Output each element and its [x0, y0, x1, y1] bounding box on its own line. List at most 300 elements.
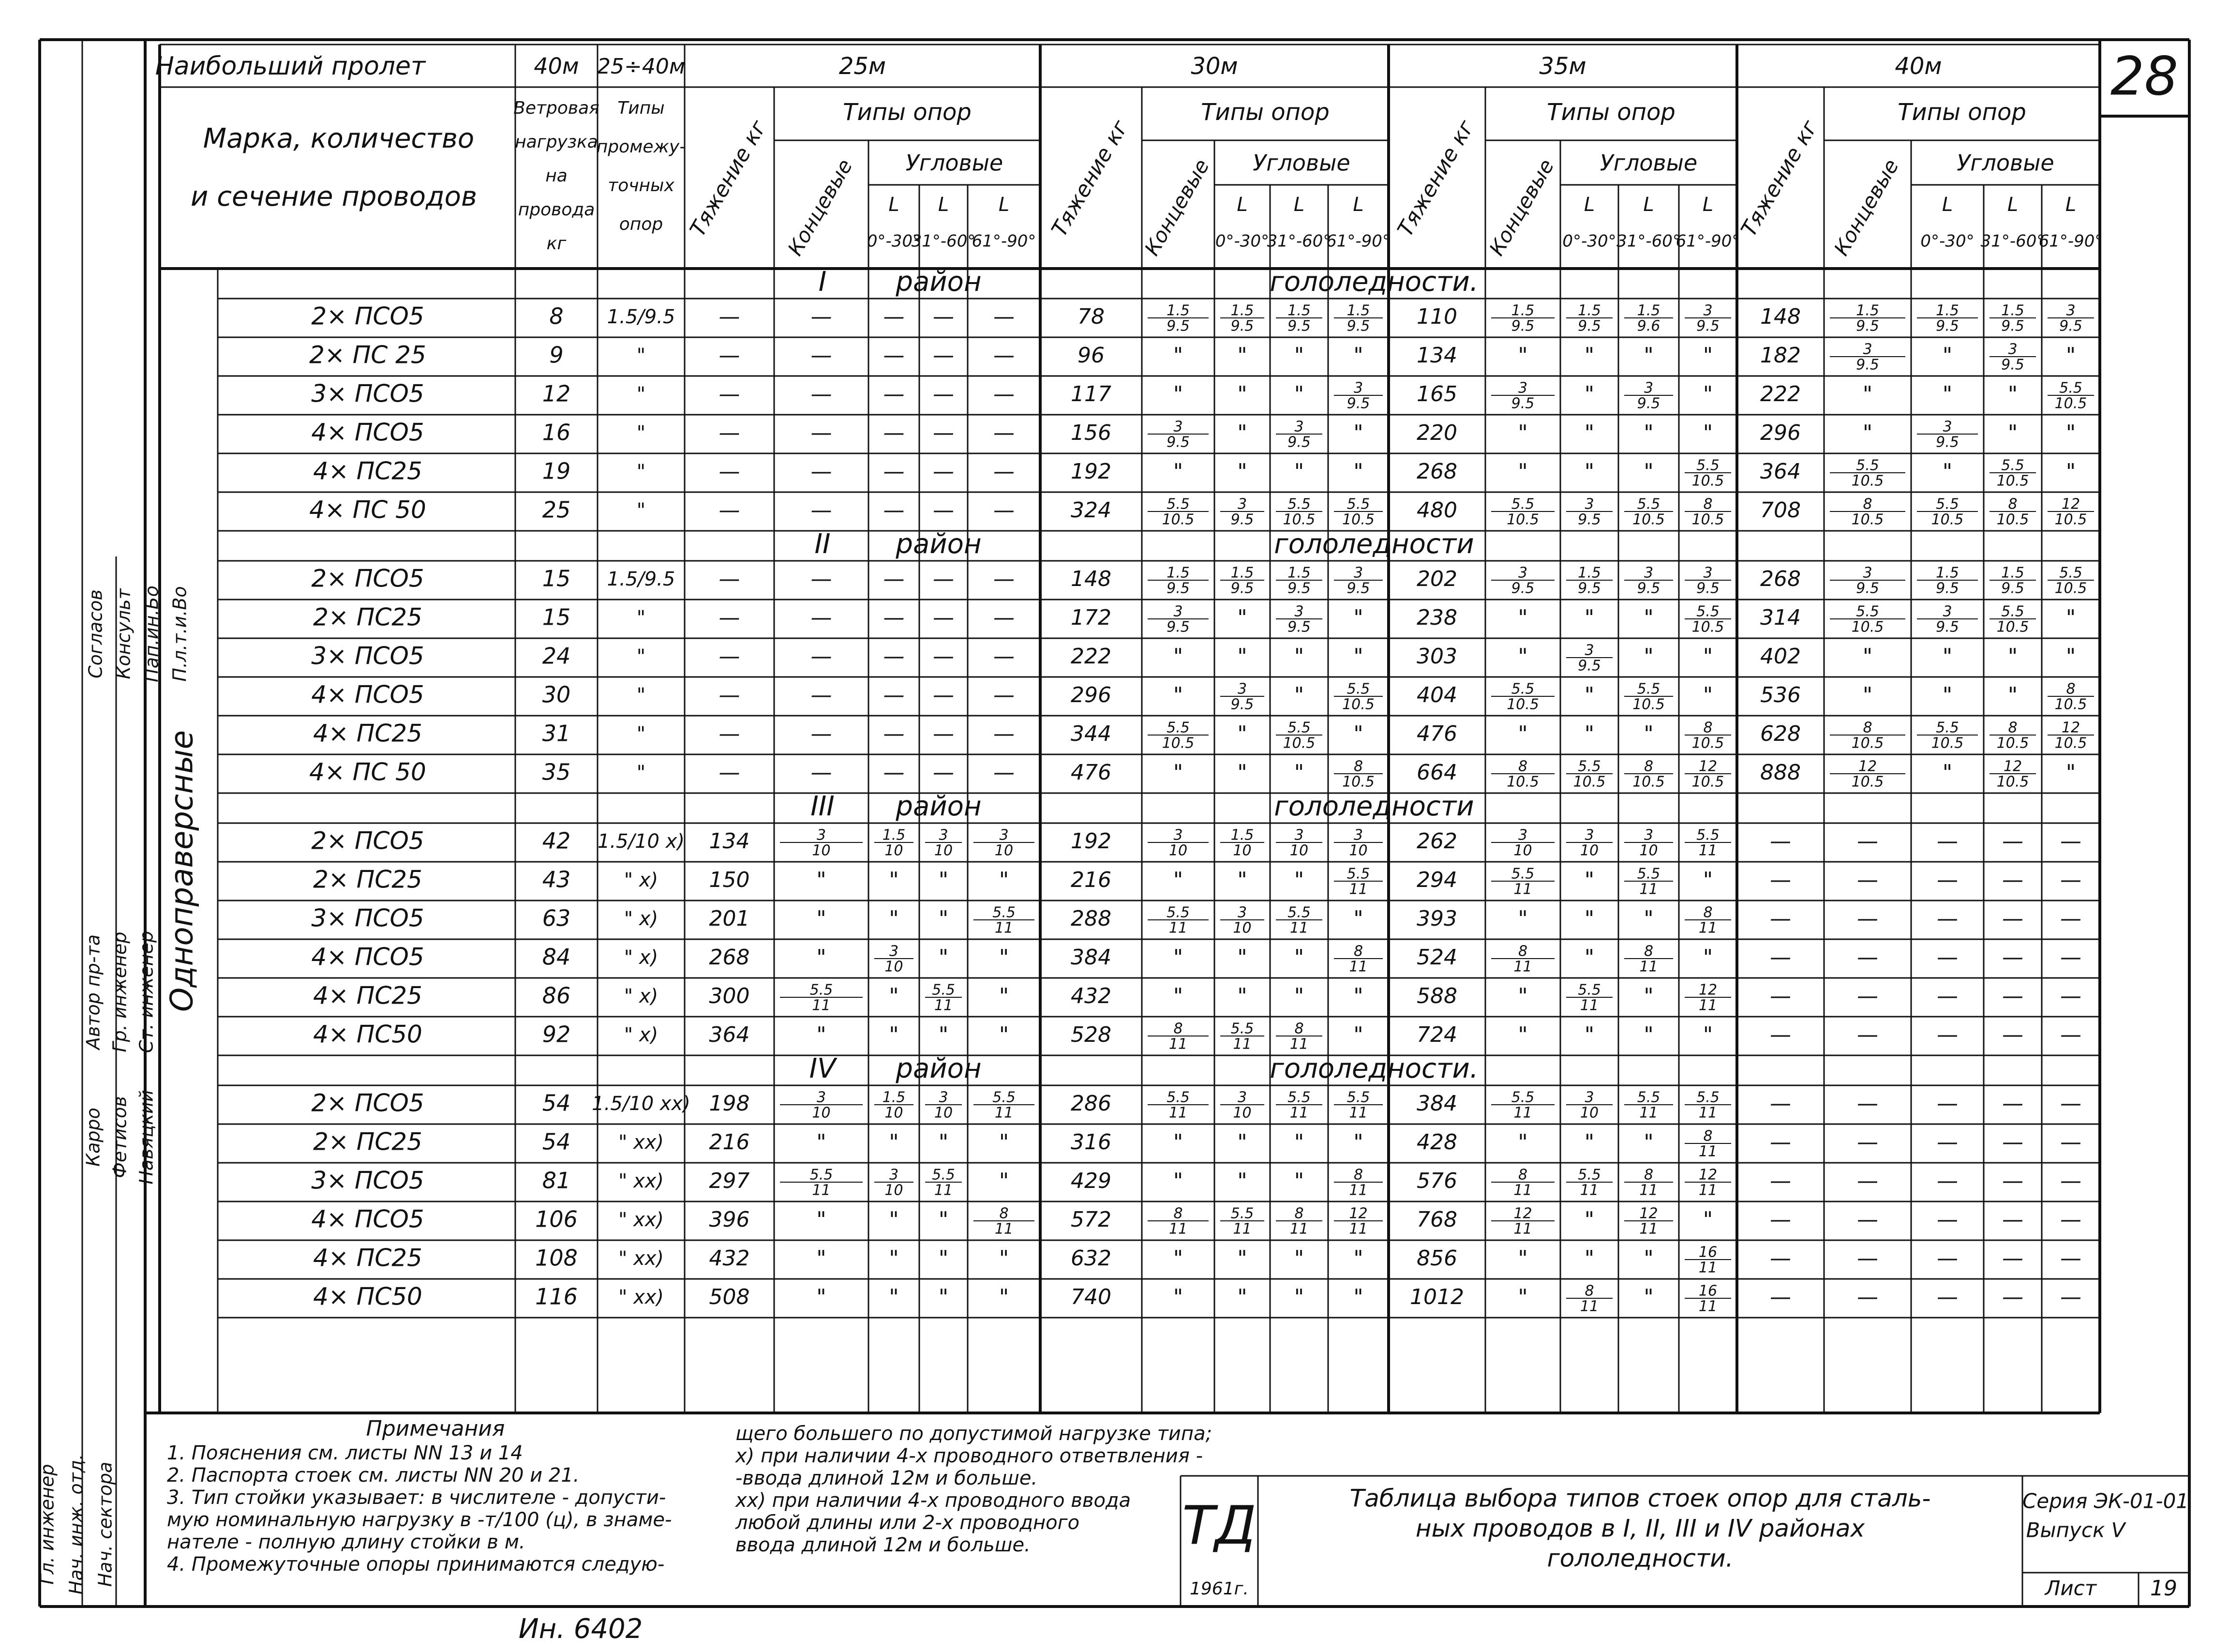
support-type-numerator: 1.5 — [1167, 564, 1190, 582]
intermediate-type: " x) — [624, 946, 658, 969]
support-type-value: — — [2060, 1169, 2081, 1193]
tension-value: 150 — [709, 868, 750, 892]
support-type-numerator: 5.5 — [1637, 865, 1661, 883]
support-type-value: " — [1353, 644, 1363, 669]
support-type-denominator: 11 — [1233, 1220, 1252, 1238]
support-type-value: " — [1644, 644, 1654, 669]
support-type-numerator: 3 — [1237, 904, 1247, 921]
support-type-numerator: 5.5 — [1578, 758, 1601, 775]
district-number: II — [814, 528, 831, 560]
support-type-denominator: 11 — [1580, 997, 1599, 1014]
title-line: гололедности. — [1547, 1544, 1734, 1573]
support-type-denominator: 10.5 — [1691, 472, 1724, 490]
support-type-numerator: 8 — [2066, 680, 2076, 698]
support-type-numerator: 1.5 — [1578, 564, 1601, 582]
support-type-numerator: 3 — [889, 943, 899, 960]
support-type-value: — — [993, 567, 1015, 591]
support-type-denominator: 10.5 — [1691, 773, 1724, 791]
tension-value: — — [1770, 1091, 1791, 1116]
support-type-numerator: 3 — [1237, 680, 1247, 698]
tension-value: 480 — [1417, 498, 1457, 523]
tension-value: 576 — [1417, 1169, 1457, 1193]
tension-value: 296 — [1760, 421, 1801, 445]
support-type-numerator: 3 — [1353, 826, 1363, 844]
support-type-denominator: 10 — [934, 1104, 953, 1122]
support-type-denominator: 10.5 — [1632, 773, 1665, 791]
support-type-numerator: 3 — [999, 826, 1009, 844]
stamp-name: Навяцкий — [135, 1090, 157, 1185]
support-type-denominator: 11 — [1580, 1182, 1599, 1199]
tension-value: 216 — [1071, 868, 1111, 892]
tension-value: 768 — [1417, 1207, 1457, 1232]
support-type-value: " — [1237, 421, 1247, 445]
support-type-numerator: 5.5 — [1696, 603, 1720, 620]
intermediate-type: " — [636, 646, 646, 668]
tension-value: — — [718, 605, 740, 630]
support-type-value: " — [1862, 382, 1873, 406]
intermediate-types-header: точных — [608, 176, 674, 195]
end-supports-header: Концевые — [1484, 155, 1559, 260]
support-type-denominator: 10.5 — [1283, 735, 1316, 752]
support-type-value: — — [933, 605, 954, 630]
support-type-numerator: 1.5 — [1856, 302, 1879, 319]
intermediate-type: 1.5/9.5 — [607, 306, 675, 328]
wire-marka: 3× ПСО5 — [311, 1166, 424, 1195]
tension-value: — — [1770, 829, 1791, 854]
tension-value: 632 — [1071, 1246, 1111, 1271]
support-type-denominator: 9.5 — [1856, 356, 1879, 374]
types-of-supports-header: Типы опор — [1898, 99, 2026, 126]
wind-load-value: 25 — [542, 496, 571, 523]
support-type-numerator: 12 — [1698, 981, 1718, 999]
stamp-role: П.л.т.и.Во — [169, 586, 191, 682]
support-type-numerator: 5.5 — [1230, 1205, 1254, 1222]
support-type-value: " — [816, 1207, 826, 1232]
support-type-numerator: 1.5 — [1287, 564, 1311, 582]
support-type-numerator: 1.5 — [1346, 302, 1370, 319]
tension-value: 856 — [1417, 1246, 1457, 1271]
angle-range: 0°-30° — [867, 231, 921, 251]
support-type-value: — — [810, 605, 832, 630]
support-type-value: — — [933, 721, 954, 746]
support-type-numerator: 3 — [2008, 341, 2018, 358]
tension-value: — — [1770, 1246, 1791, 1271]
support-type-value: — — [993, 760, 1015, 785]
support-type-value: — — [883, 605, 905, 630]
support-type-denominator: 10 — [1349, 842, 1368, 859]
support-type-value: — — [883, 498, 905, 523]
district-word: район — [896, 1053, 982, 1085]
support-type-value: " — [816, 1130, 826, 1155]
support-type-numerator: 5.5 — [1578, 1166, 1601, 1184]
wire-marka: 4× ПСО5 — [311, 418, 424, 447]
support-type-value: — — [933, 459, 954, 484]
support-type-value: — — [1937, 1285, 1958, 1309]
support-type-value: " — [1237, 459, 1247, 484]
support-type-value: — — [993, 605, 1015, 630]
support-type-value: " — [889, 1207, 899, 1232]
angle-letter: L — [1702, 194, 1714, 216]
support-type-numerator: 5.5 — [2001, 457, 2024, 474]
support-type-numerator: 12 — [1698, 1166, 1718, 1184]
support-type-value: " — [1173, 1130, 1183, 1155]
tension-value: 1012 — [1410, 1285, 1464, 1309]
tension-header: Тяжение кг — [1047, 116, 1133, 241]
note-line: любой длины или 2-х проводного — [735, 1512, 1080, 1534]
wire-marka: 4× ПС25 — [313, 981, 422, 1010]
angle-range: 0°-30° — [1215, 231, 1270, 251]
support-type-denominator: 11 — [1513, 1182, 1532, 1199]
intermediate-type: 1.5/9.5 — [607, 568, 675, 590]
support-type-value: " — [1294, 382, 1304, 406]
support-type-value: " — [889, 1130, 899, 1155]
support-type-value: " — [999, 1130, 1009, 1155]
support-type-value: " — [2065, 459, 2076, 484]
support-type-value: " — [1584, 721, 1595, 746]
support-type-value: — — [933, 421, 954, 445]
support-type-value: " — [1173, 984, 1183, 1008]
support-type-denominator: 10.5 — [1507, 773, 1539, 791]
support-type-denominator: 9.5 — [1230, 696, 1254, 713]
support-type-value: — — [1857, 984, 1878, 1008]
support-type-numerator: 1.5 — [882, 826, 906, 844]
support-type-value: " — [1353, 343, 1363, 368]
support-type-value: — — [810, 343, 832, 368]
support-type-value: " — [1237, 1285, 1247, 1309]
intermediate-type: " — [636, 723, 646, 745]
marka-header-line1: Марка, количество — [203, 123, 475, 155]
support-type-denominator: 11 — [1349, 1220, 1368, 1238]
support-type-numerator: 3 — [889, 1166, 899, 1184]
support-type-value: " — [1703, 421, 1713, 445]
support-type-denominator: 11 — [934, 997, 953, 1014]
intermediate-types-header: Типы — [617, 98, 665, 118]
support-type-denominator: 9.5 — [2001, 580, 2024, 597]
intermediate-type: " — [636, 461, 646, 483]
support-type-denominator: 9.5 — [1511, 395, 1535, 412]
support-type-denominator: 11 — [1349, 881, 1368, 898]
support-type-denominator: 11 — [994, 1104, 1014, 1122]
support-type-denominator: 11 — [1698, 1259, 1718, 1277]
support-type-denominator: 9.5 — [1696, 317, 1720, 335]
tension-value: 888 — [1760, 760, 1801, 785]
support-type-denominator: 9.5 — [1287, 317, 1311, 335]
intermediate-type: " x) — [624, 908, 658, 930]
tension-value: — — [718, 304, 740, 329]
tension-value: — — [718, 498, 740, 523]
support-type-value: " — [1237, 945, 1247, 970]
support-type-numerator: 3 — [1703, 564, 1713, 582]
tension-value: 117 — [1071, 382, 1111, 406]
support-type-denominator: 11 — [1349, 958, 1368, 976]
support-type-numerator: 3 — [2066, 302, 2076, 319]
district-word: район — [896, 791, 982, 823]
support-type-denominator: 9.5 — [1346, 317, 1370, 335]
title-line: Таблица выбора типов стоек опор для сталь- — [1349, 1484, 1931, 1513]
support-type-numerator: 3 — [1353, 564, 1363, 582]
wind-load-value: 19 — [542, 458, 571, 484]
support-type-denominator: 9.5 — [1230, 580, 1254, 597]
support-type-value: " — [1173, 760, 1183, 785]
support-type-value: " — [1942, 343, 1953, 368]
support-type-denominator: 11 — [1639, 1104, 1658, 1122]
support-type-numerator: 1.5 — [1167, 302, 1190, 319]
support-type-value: — — [810, 567, 832, 591]
wire-marka: 2× ПС 25 — [309, 341, 426, 369]
wire-marka: 2× ПСО5 — [311, 564, 424, 593]
support-type-value: " — [1584, 906, 1595, 931]
angle-letter: L — [938, 194, 949, 216]
angle-letter: L — [1643, 194, 1654, 216]
support-type-value: " — [1518, 644, 1528, 669]
wind-load-value: 54 — [542, 1090, 571, 1116]
wire-marka: 4× ПС50 — [313, 1282, 422, 1311]
wind-load-value: 31 — [542, 720, 571, 747]
support-type-denominator: 9.5 — [1578, 511, 1601, 528]
support-type-denominator: 9.5 — [1230, 511, 1254, 528]
note-line: -ввода длиной 12м и больше. — [735, 1467, 1038, 1489]
tension-value: 384 — [1417, 1091, 1457, 1116]
tension-value: 268 — [1417, 459, 1457, 484]
support-type-value: " — [1353, 605, 1363, 630]
support-type-denominator: 9.5 — [1167, 434, 1190, 451]
support-type-numerator: 5.5 — [1167, 904, 1190, 921]
wire-marka: 4× ПСО5 — [311, 1205, 424, 1233]
tension-value: 238 — [1417, 605, 1457, 630]
tension-value: — — [1770, 868, 1791, 892]
tension-value: 344 — [1071, 721, 1111, 746]
corner-supports-header: Угловые — [905, 150, 1003, 176]
support-type-denominator: 10 — [1639, 842, 1658, 859]
support-type-numerator: 12 — [1698, 758, 1718, 775]
support-type-numerator: 3 — [1703, 302, 1713, 319]
support-type-value: — — [1937, 1207, 1958, 1232]
support-type-value: " — [2007, 644, 2018, 669]
support-type-value: — — [1937, 906, 1958, 931]
support-type-value: " — [999, 1285, 1009, 1309]
note-line: 1. Пояснения см. листы NN 13 и 14 — [167, 1442, 523, 1464]
intermediate-type: " x) — [624, 985, 658, 1007]
support-type-value: " — [999, 984, 1009, 1008]
end-supports-header: Концевые — [1829, 155, 1903, 260]
support-type-value: " — [1294, 683, 1304, 707]
support-type-denominator: 11 — [1289, 1104, 1309, 1122]
support-type-denominator: 10.5 — [1996, 511, 2029, 528]
intermediate-types-header: промежу- — [596, 137, 686, 157]
intermediate-type: " xx) — [618, 1131, 664, 1154]
support-type-value: " — [1518, 459, 1528, 484]
support-type-value: " — [889, 906, 899, 931]
stamp-name: Карро — [82, 1108, 104, 1167]
angle-range: 61°-90° — [972, 231, 1036, 251]
tension-value: 294 — [1417, 868, 1457, 892]
support-type-denominator: 9.5 — [1230, 317, 1254, 335]
wind-load-value: 92 — [542, 1021, 571, 1048]
tension-value: 476 — [1071, 760, 1111, 785]
support-type-denominator: 10 — [884, 842, 903, 859]
notes-title: Примечания — [366, 1416, 505, 1441]
support-type-denominator: 11 — [994, 919, 1014, 937]
district-number: I — [818, 266, 827, 298]
wind-load-value: 35 — [542, 759, 571, 785]
support-type-value: " — [1353, 459, 1363, 484]
support-type-denominator: 9.5 — [1346, 395, 1370, 412]
support-type-value: — — [1937, 829, 1958, 854]
span-length-label: 35м — [1539, 53, 1586, 80]
support-type-value: — — [2002, 984, 2023, 1008]
support-type-numerator: 1.5 — [882, 1089, 906, 1106]
support-type-denominator: 10.5 — [1507, 696, 1539, 713]
wind-load-value: 9 — [549, 342, 564, 368]
support-type-numerator: 16 — [1698, 1244, 1718, 1261]
wind-load-value: 8 — [549, 303, 564, 330]
support-type-value: " — [1862, 644, 1873, 669]
support-type-numerator: 1.5 — [1230, 302, 1254, 319]
tension-value: 303 — [1417, 644, 1457, 669]
angle-range: 61°-90° — [2038, 231, 2103, 251]
span-length-label: 25м — [838, 53, 886, 80]
support-type-value: " — [1644, 984, 1654, 1008]
district-rest: гололедности. — [1270, 266, 1479, 298]
angle-range: 31°-60° — [911, 231, 976, 251]
support-type-numerator: 3 — [1237, 1089, 1247, 1106]
support-type-value: " — [816, 906, 826, 931]
support-type-value: " — [1294, 760, 1304, 785]
support-type-denominator: 9.5 — [1936, 618, 1959, 636]
tension-value: 476 — [1417, 721, 1457, 746]
district-word: район — [896, 266, 982, 298]
support-type-denominator: 9.5 — [1287, 618, 1311, 636]
page-number: 28 — [2110, 45, 2178, 107]
span-header-label: Наибольший пролет — [155, 52, 426, 81]
support-type-value: — — [1937, 1130, 1958, 1155]
angle-range: 0°-30° — [1562, 231, 1616, 251]
support-type-value: " — [1584, 1130, 1595, 1155]
support-type-numerator: 5.5 — [1287, 1089, 1311, 1106]
angle-letter: L — [998, 194, 1010, 216]
support-type-value: " — [1644, 906, 1654, 931]
tension-value: 182 — [1760, 343, 1801, 368]
intermediate-type: " — [636, 422, 646, 444]
support-type-denominator: 11 — [1289, 1036, 1309, 1053]
tension-value: 572 — [1071, 1207, 1111, 1232]
support-type-value: — — [1937, 1169, 1958, 1193]
support-type-denominator: 9.5 — [1511, 317, 1535, 335]
support-type-value: — — [1857, 868, 1878, 892]
support-type-denominator: 9.5 — [2001, 356, 2024, 374]
angle-letter: L — [1293, 194, 1305, 216]
tension-value: 296 — [1071, 683, 1111, 707]
wire-marka: 2× ПС25 — [313, 603, 422, 631]
support-type-value: " — [816, 1022, 826, 1047]
stamp-role: Ст. инженер — [135, 931, 157, 1053]
angle-range: 31°-60° — [1267, 231, 1331, 251]
support-type-value: " — [1294, 644, 1304, 669]
tension-value: 432 — [1071, 984, 1111, 1008]
support-type-numerator: 5.5 — [992, 904, 1016, 921]
end-supports-header: Концевые — [1139, 155, 1214, 260]
support-type-denominator: 10.5 — [1342, 511, 1375, 528]
wind-load-value: 24 — [542, 643, 571, 669]
support-type-denominator: 10.5 — [1691, 618, 1724, 636]
wire-marka: 2× ПСО5 — [311, 302, 424, 330]
stamp-name: Фетисов — [109, 1096, 131, 1178]
support-type-value: " — [1353, 984, 1363, 1008]
support-type-denominator: 10.5 — [2054, 511, 2087, 528]
support-type-value: — — [2002, 1285, 2023, 1309]
support-type-denominator: 10 — [1233, 919, 1252, 937]
note-line: 4. Промежуточные опоры принимаются следую- — [167, 1553, 665, 1576]
support-type-numerator: 8 — [1644, 943, 1654, 960]
support-type-denominator: 11 — [1168, 1220, 1188, 1238]
angle-letter: L — [1353, 194, 1364, 216]
tension-value: 297 — [709, 1169, 750, 1193]
support-type-numerator: 1.5 — [2001, 302, 2024, 319]
support-type-value: — — [1857, 1207, 1878, 1232]
support-type-denominator: 9.5 — [2059, 317, 2082, 335]
stamp-role: Нач. инж. отд. — [65, 1454, 87, 1595]
tension-value: 268 — [1760, 567, 1801, 591]
support-type-numerator: 3 — [1518, 564, 1528, 582]
support-type-value: " — [1173, 1169, 1183, 1193]
tension-value: 364 — [1760, 459, 1801, 484]
support-type-numerator: 8 — [1644, 1166, 1654, 1184]
table-grid — [40, 40, 2189, 1607]
support-type-value: " — [1644, 1246, 1654, 1271]
tension-value: — — [1770, 945, 1791, 970]
support-type-value: " — [1294, 1169, 1304, 1193]
intermediate-type: " — [636, 684, 646, 706]
support-type-numerator: 5.5 — [1287, 719, 1311, 736]
support-type-numerator: 5.5 — [1637, 496, 1661, 513]
tension-value: 78 — [1077, 304, 1105, 329]
support-type-denominator: 9.5 — [1856, 580, 1879, 597]
support-type-numerator: 3 — [1644, 564, 1654, 582]
support-type-value: " — [938, 1285, 949, 1309]
support-type-value: — — [883, 644, 905, 669]
support-type-value: " — [1644, 605, 1654, 630]
intermediate-types-header: опор — [619, 214, 663, 234]
support-type-value: — — [810, 644, 832, 669]
support-type-numerator: 3 — [1173, 418, 1183, 436]
support-type-numerator: 5.5 — [1346, 865, 1370, 883]
note-line: xx) при наличии 4-х проводного ввода — [735, 1489, 1131, 1512]
support-type-numerator: 3 — [1943, 418, 1952, 436]
support-type-numerator: 3 — [939, 826, 948, 844]
support-type-numerator: 8 — [1863, 719, 1872, 736]
support-type-denominator: 11 — [812, 997, 831, 1014]
tension-value: 286 — [1071, 1091, 1111, 1116]
support-type-numerator: 3 — [1173, 603, 1183, 620]
support-type-numerator: 3 — [1518, 379, 1528, 397]
support-type-numerator: 12 — [2061, 719, 2080, 736]
support-type-value: " — [816, 945, 826, 970]
support-type-value: — — [2060, 984, 2081, 1008]
stamp-role: Консульт — [113, 588, 135, 679]
support-type-numerator: 3 — [1644, 826, 1654, 844]
support-type-value: " — [1294, 459, 1304, 484]
support-type-value: " — [1237, 1169, 1247, 1193]
support-type-value: " — [1703, 382, 1713, 406]
support-type-value: — — [883, 760, 905, 785]
tension-value: — — [718, 459, 740, 484]
support-type-numerator: 5.5 — [1637, 680, 1661, 698]
support-type-denominator: 10.5 — [1931, 735, 1964, 752]
support-type-value: — — [1857, 1091, 1878, 1116]
tension-value: — — [718, 644, 740, 669]
support-type-denominator: 9.5 — [1346, 580, 1370, 597]
support-type-numerator: 1.5 — [1230, 826, 1254, 844]
